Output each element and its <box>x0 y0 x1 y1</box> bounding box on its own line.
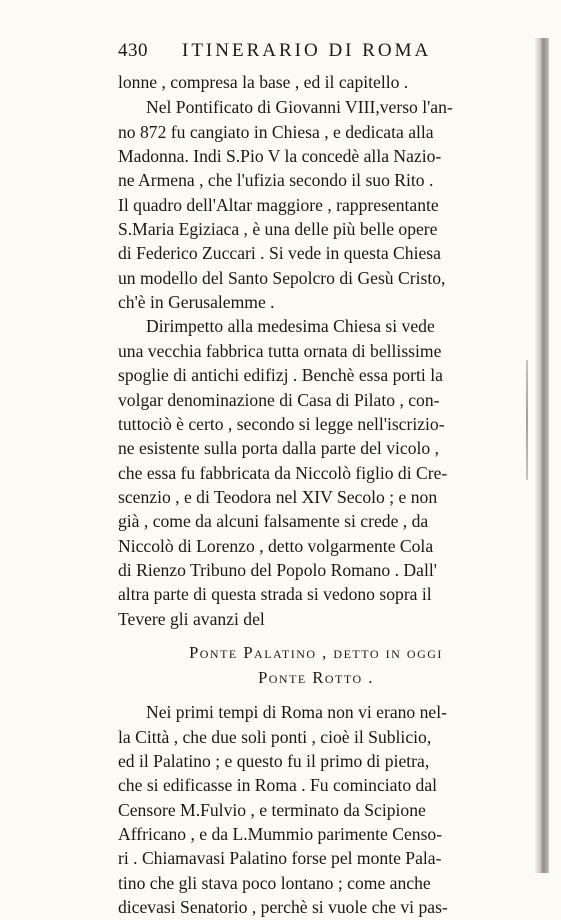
text-line: tino che gli stava poco lontano ; come anche <box>118 873 431 893</box>
text-line: Niccolò di Lorenzo , detto volgarmente Cola <box>118 536 434 556</box>
text-line: S.Maria Egiziaca , è una delle più belle opere <box>118 219 438 239</box>
text-line: già , come da alcuni falsamente si crede , da <box>118 511 429 531</box>
text-line: ne esistente sulla porta dalla parte del vicolo , <box>118 438 439 458</box>
text-line: tuttociò è certo , secondo si legge nell'iscrizio- <box>118 414 445 434</box>
text-line: ch'è in Gerusalemme . <box>118 292 275 312</box>
text-line: volgar denominazione di Casa di Pilato , con- <box>118 390 440 410</box>
text-line: Censore M.Fulvio , e terminato da Scipione <box>118 800 426 820</box>
text-line: Nel Pontificato di Giovanni VIII,verso l'an- <box>146 97 453 117</box>
text-line: ne Armena , che l'ufizia secondo il suo Rito . <box>118 170 434 190</box>
text-line: ed il Palatino ; e questo fu il primo di pietra, <box>118 751 430 771</box>
running-header <box>118 38 518 66</box>
text-line: Tevere gli avanzi del <box>118 609 265 629</box>
page-number: 430 <box>118 40 148 61</box>
page-edge-mark <box>526 360 528 480</box>
page-edge-shadow <box>535 38 549 873</box>
text-line: Affricano , e da L.Mummio parimente Censo- <box>118 824 443 844</box>
text-line: Nei primi tempi di Roma non vi erano nel- <box>146 702 447 722</box>
text-line: Il quadro dell'Altar maggiore , rappresentante <box>118 195 439 215</box>
text-line: Dirimpetto alla medesima Chiesa si vede <box>146 316 435 336</box>
section-heading-line-1: Ponte Palatino , detto in oggi <box>189 643 443 662</box>
text-line: che essa fu fabbricata da Niccolò figlio di Cre- <box>118 463 448 483</box>
text-line: ri . Chiamavasi Palatino forse pel monte Pala- <box>118 848 442 868</box>
text-line: una vecchia fabbrica tutta ornata di bellissime <box>118 341 442 361</box>
text-line: lonne , compresa la base , ed il capitello . <box>118 72 409 92</box>
text-line: che si edificasse in Roma . Fu cominciato dal <box>118 775 438 795</box>
section-heading-line-2: Ponte Rotto . <box>258 668 374 687</box>
text-line: la Città , che due soli ponti , cioè il Sublicio, <box>118 727 432 747</box>
text-line: Madonna. Indi S.Pio V la concedè alla Nazio- <box>118 146 442 166</box>
text-line: di Rienzo Tribuno del Popolo Romano . Dall' <box>118 560 437 580</box>
text-line: dicevasi Senatorio , perchè si vuole che vi pas- <box>118 897 448 917</box>
running-title: ITINERARIO DI ROMA <box>182 40 432 61</box>
text-line: spoglie di antichi edifizj . Benchè essa porti la <box>118 365 443 385</box>
text-line: altra parte di questa strada si vedono sopra il <box>118 584 432 604</box>
text-line: scenzio , e di Teodora nel XIV Secolo ; e non <box>118 487 438 507</box>
text-line: di Federico Zuccari . Si vede in questa Chiesa <box>118 243 441 263</box>
text-line: un modello del Santo Sepolcro di Gesù Cristo, <box>118 268 446 288</box>
text-line: no 872 fu cangiato in Chiesa , e dedicata alla <box>118 122 434 142</box>
